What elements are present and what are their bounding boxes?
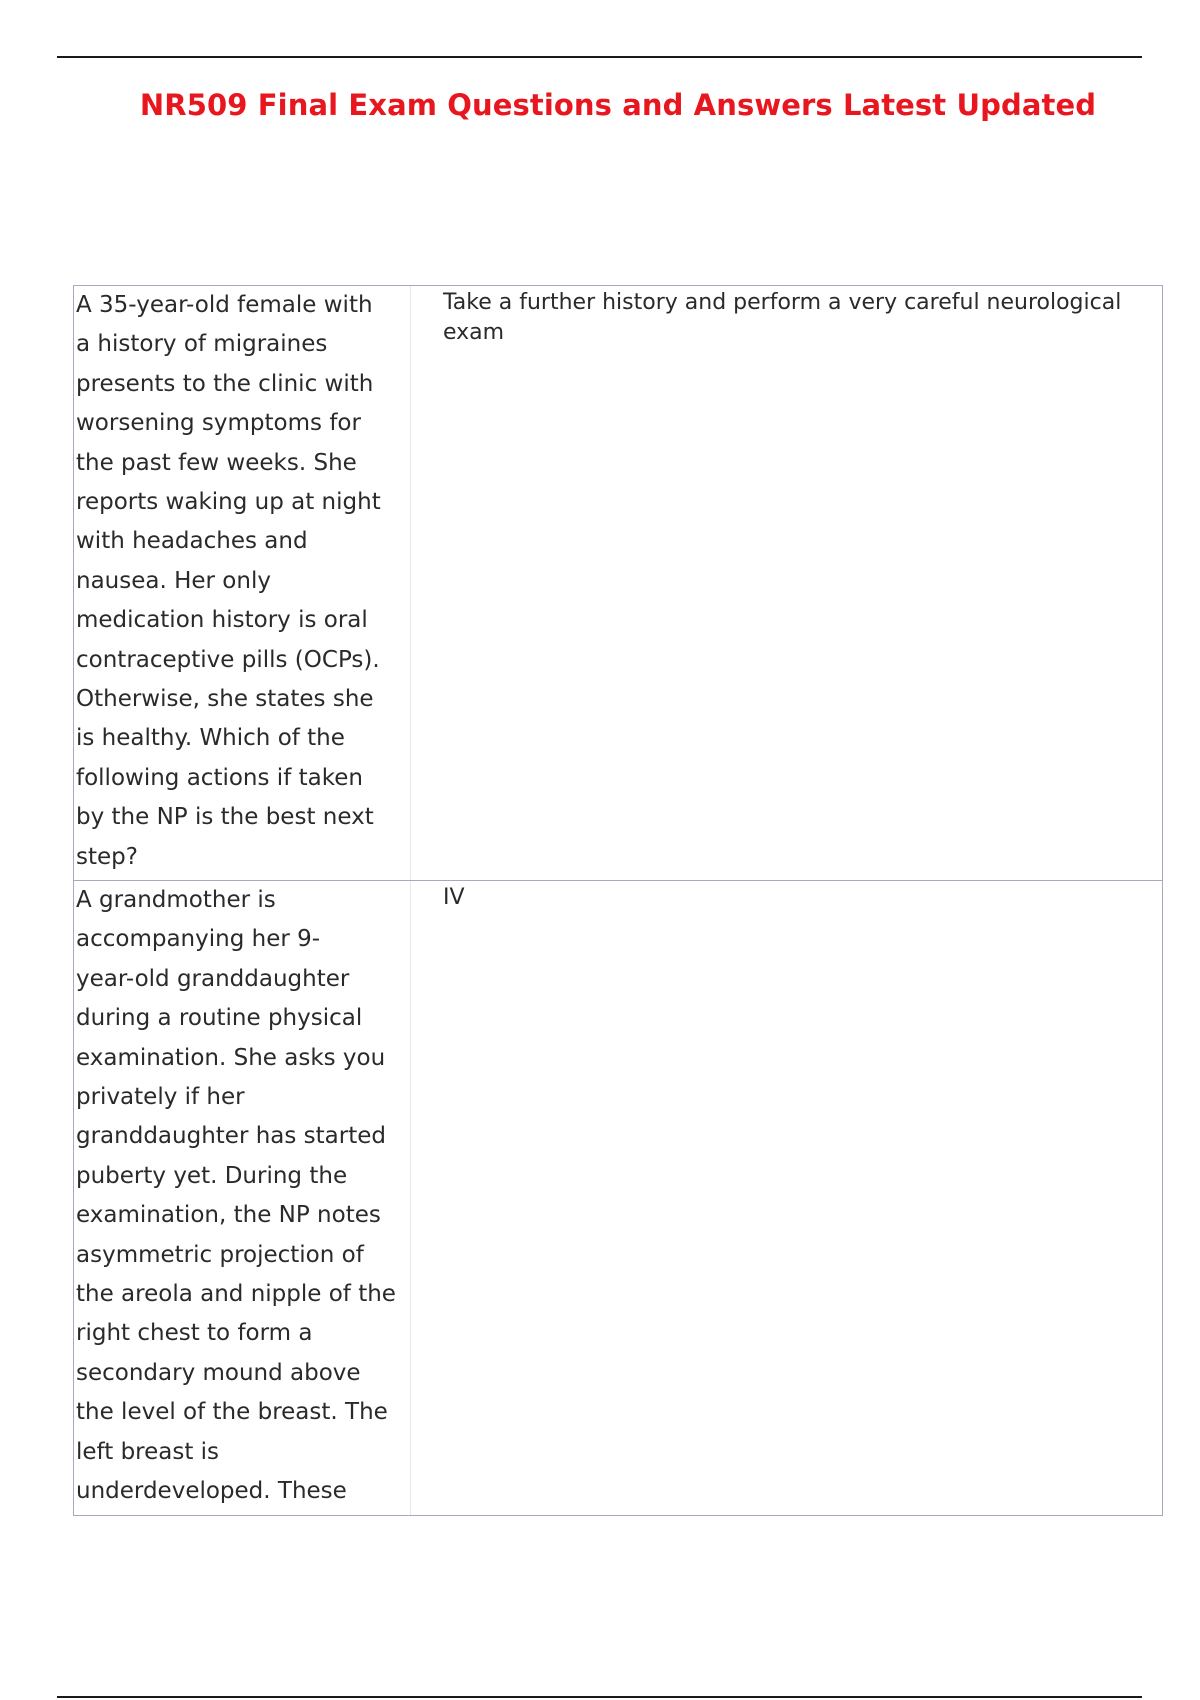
question-line: with headaches and <box>76 528 308 555</box>
question-line: medication history is oral <box>76 607 368 634</box>
question-cell <box>74 881 411 1515</box>
question-line: reports waking up at night <box>76 489 381 516</box>
qa-table <box>73 285 1163 1516</box>
answer-text: Take a further history and perform a very careful neurological exam <box>443 290 1122 345</box>
question-line: following actions if taken <box>76 764 363 791</box>
question-line: is healthy. Which of the <box>76 725 345 752</box>
question-cell <box>74 286 411 880</box>
document-title: NR509 Final Exam Questions and Answers Latest Updated <box>139 88 1097 122</box>
question-line: examination. She asks you <box>76 1044 386 1071</box>
question-line: secondary mound above <box>76 1359 361 1386</box>
question-line: right chest to form a <box>76 1320 313 1347</box>
answer-cell <box>411 286 1162 880</box>
question-line: privately if her <box>76 1084 245 1111</box>
question-line: a history of migraines <box>76 331 328 358</box>
question-line: granddaughter has started <box>76 1123 386 1150</box>
question-line: A grandmother is <box>76 887 276 913</box>
question-line: the level of the breast. The <box>76 1399 388 1426</box>
question-line: year-old granddaughter <box>76 965 350 992</box>
question-line: underdeveloped. These <box>76 1478 347 1505</box>
question-line: puberty yet. During the <box>76 1162 348 1189</box>
question-line: contraceptive pills (OCPs). <box>76 646 380 673</box>
question-line: the areola and nipple of the <box>76 1281 396 1308</box>
question-line: nausea. Her only <box>76 567 271 594</box>
answer-cell <box>411 881 1162 1515</box>
question-line: A 35-year-old female with <box>76 292 373 318</box>
question-line: presents to the clinic with <box>76 370 374 397</box>
question-line: the past few weeks. She <box>76 449 357 476</box>
footer-rule <box>57 1696 1142 1698</box>
header-rule <box>57 56 1142 58</box>
question-line: during a routine physical <box>76 1005 363 1032</box>
question-line: asymmetric projection of <box>76 1241 364 1268</box>
question-line: step? <box>76 843 138 870</box>
question-line: Otherwise, she states she <box>76 686 374 713</box>
question-line: accompanying her 9- <box>76 926 321 953</box>
question-line: left breast is <box>76 1438 220 1465</box>
question-line: by the NP is the best next <box>76 804 374 831</box>
question-line: worsening symptoms for <box>76 410 361 437</box>
qa-row <box>74 286 1162 881</box>
question-line: examination, the NP notes <box>76 1202 381 1229</box>
qa-row <box>74 881 1162 1515</box>
answer-text: IV <box>443 885 465 910</box>
